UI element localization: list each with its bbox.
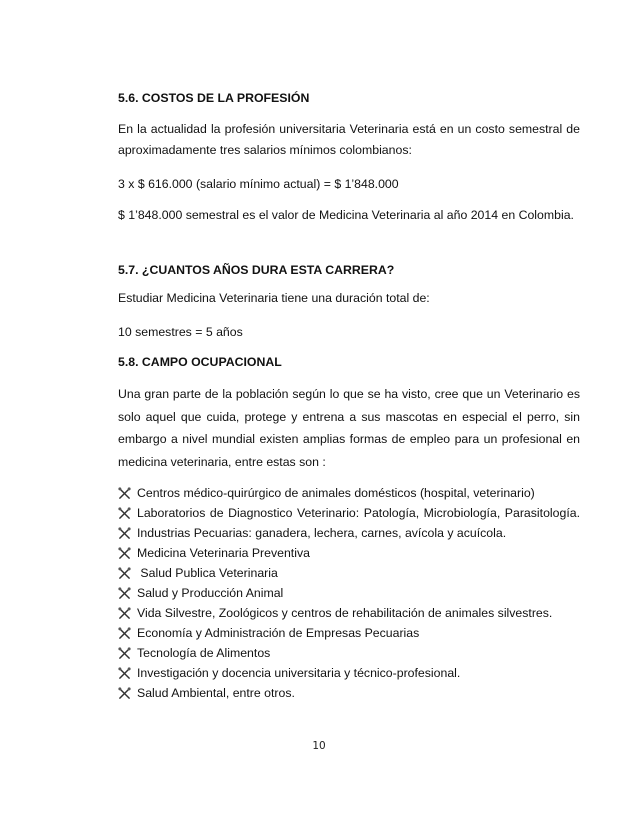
list-item [118,503,580,523]
list-item-text: Centros médico-quirúrgico de animales domésticos (hospital, veterinario) [137,486,535,500]
paragraph-campo-ocupacional: Una gran parte de la población según lo que se ha visto, cree que un Veterinario es solo aquel que cuida, protege y entrena a sus mascotas en especial el perro, sin embargo a nivel mundial existen amplias formas de empleo para un profesional en medicina veterinaria, entre estas son : [118,387,580,469]
crossed-tools-icon [118,527,131,540]
list-item [118,523,580,543]
list-item [118,663,580,683]
crossed-tools-icon [118,667,131,680]
list-item-text: Medicina Veterinaria Preventiva [137,546,310,560]
crossed-tools-icon [118,587,131,600]
list-item [118,623,580,643]
crossed-tools-icon [118,507,131,520]
section-heading-duracion: 5.7. ¿CUANTOS AÑOS DURA ESTA CARRERA? [118,263,395,277]
crossed-tools-icon [118,627,131,640]
crossed-tools-icon [118,567,131,580]
paragraph-valor-2014: $ 1’848.000 semestral es el valor de Medicina Veterinaria al año 2014 en Colombia. [118,208,574,222]
list-item [118,603,580,623]
list-item-text: Salud y Producción Animal [137,586,284,600]
list-item [118,483,580,503]
occupation-list [118,483,580,703]
crossed-tools-icon [118,547,131,560]
section-heading-campo: 5.8. CAMPO OCUPACIONAL [118,355,282,369]
paragraph-costo-semestral: En la actualidad la profesión universitaria Veterinaria está en un costo semestral de aproximadamente tres salarios mínimos colombianos: [118,122,580,157]
list-item [118,583,580,603]
list-item-text: Investigación y docencia universitaria y técnico-profesional. [137,666,461,680]
list-item-text: Laboratorios de Diagnostico Veterinario: Patología, Microbiología, Parasitología. [137,506,580,520]
list-item [118,563,580,583]
paragraph-semestres: 10 semestres = 5 años [118,325,243,339]
crossed-tools-icon [118,687,131,700]
crossed-tools-icon [118,607,131,620]
crossed-tools-icon [118,487,131,500]
section-heading-costos: 5.6. COSTOS DE LA PROFESIÓN [118,91,310,105]
list-item-text: Tecnología de Alimentos [137,646,271,660]
page-number: 10 [312,740,326,752]
list-item [118,643,580,663]
paragraph-duracion: Estudiar Medicina Veterinaria tiene una duración total de: [118,291,430,305]
list-item [118,543,580,563]
list-item-text: Industrias Pecuarias: ganadera, lechera, carnes, avícola y acuícola. [137,526,507,540]
crossed-tools-icon [118,647,131,660]
paragraph-calculo-salario: 3 x $ 616.000 (salario mínimo actual) = $ 1’848.000 [118,177,399,191]
list-item-text: Economía y Administración de Empresas Pecuarias [137,626,420,640]
list-item-text: Salud Ambiental, entre otros. [137,686,295,700]
list-item-text: Salud Publica Veterinaria [137,566,278,580]
list-item-text: Vida Silvestre, Zoológicos y centros de rehabilitación de animales silvestres. [137,606,553,620]
list-item [118,683,580,703]
